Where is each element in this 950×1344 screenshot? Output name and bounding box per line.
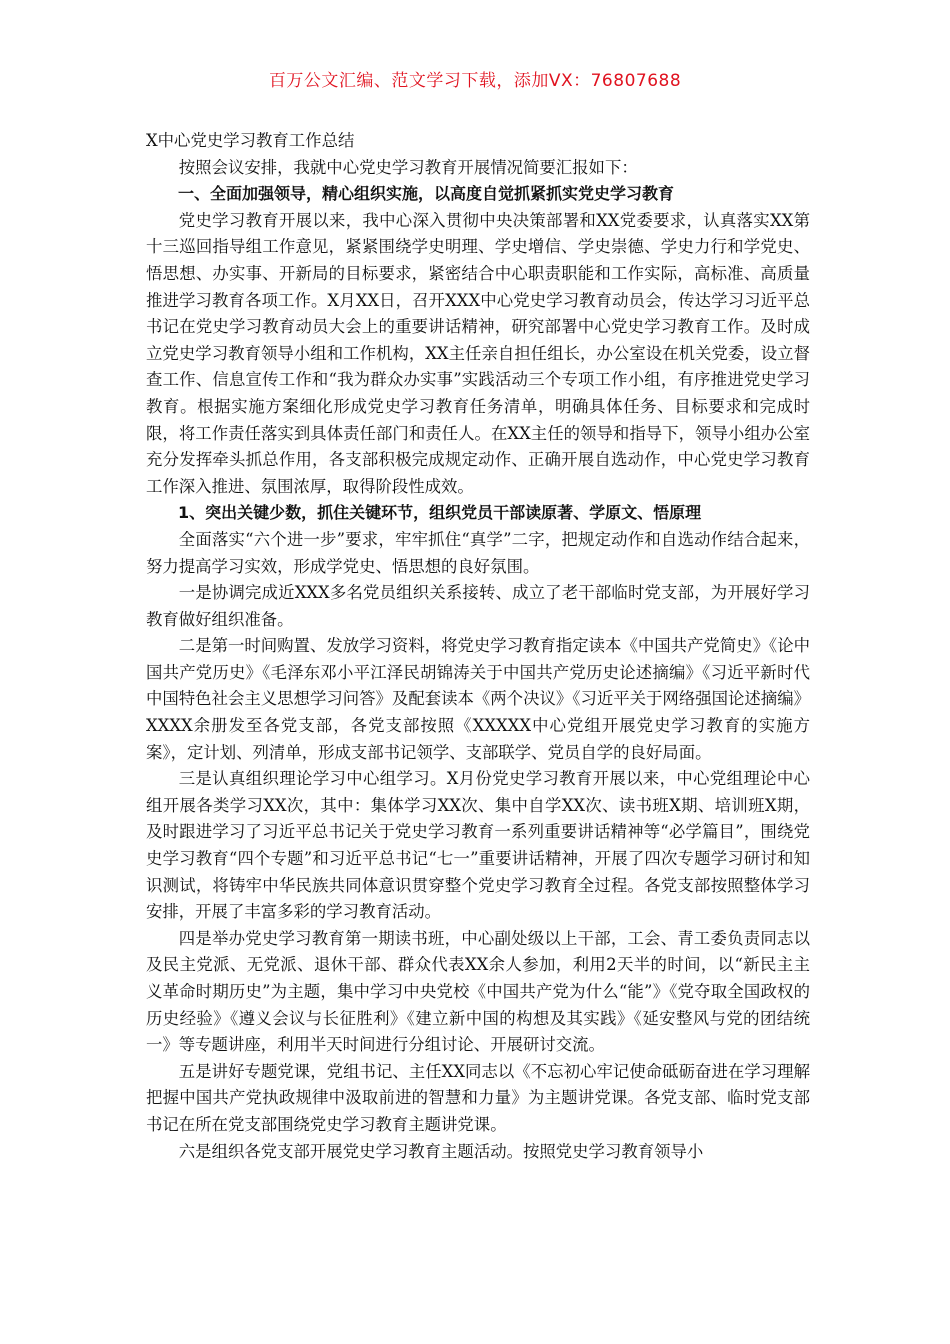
body-paragraph: 全面落实“六个进一步”要求，牢牢抓住“真学”二字，把规定动作和自选动作结合起来，努力提高学习实效，形成学党史、悟思想的良好氛围。 [146,529,810,576]
body-paragraph: 三是认真组织理论学习中心组学习。X月份党史学习教育开展以来，中心党组理论中心组开展各类学习XX次，其中：集体学习XX次、集中自学XX次、读书班X期、培训班X期，及时跟进学习了习近平总书记关于党史学习教育一系列重要讲话精神等“必学篇目”，围绕党史学习教育“四个专题”和习近平总书记“七一”重要讲话精神，开展了四次专题学习研讨和知识测试，将铸牢中华民族共同体意识贯穿整个党史学习教育全过程。各党支部按照整体学习安排，开展了丰富多彩的学习教育活动。 [146,769,810,922]
body-paragraph: 五是讲好专题党课，党组书记、主任XX同志以《不忘初心牢记使命砥砺奋进在学习理解把握中国共产党执政规律中汲取前进的智慧和力量》为主题讲党课。各党支部、临时党支部书记在所在党支部围绕党史学习教育主题讲党课。 [146,1061,810,1134]
intro-paragraph: 按照会议安排，我就中心党史学习教育开展情况简要汇报如下： [178,157,638,177]
body-paragraph: 四是举办党史学习教育第一期读书班，中心副处级以上干部，工会、青工委负责同志以及民主党派、无党派、退休干部、群众代表XX余人参加，利用2天半的时间，以“新民主主义革命时期历史”为主题，集中学习中央党校《中国共产党为什么“能”》《党夺取全国政权的历史经验》《遵义会议与长征胜利》《建立新中国的构想及其实践》《延安整风与党的团结统一》等专题讲座，利用半天时间进行分组讨论、开展研讨交流。 [146,928,810,1055]
body-paragraph: 一是协调完成近XXX多名党员组织关系接转、成立了老干部临时党支部，为开展好学习教育做好组织准备。 [146,583,810,629]
document-title: X中心党史学习教育工作总结 [146,131,355,150]
watermark-banner: 百万公文汇编、范文学习下载，添加VX：76807688 [268,71,682,91]
body-paragraph: 党史学习教育开展以来，我中心深入贯彻中央决策部署和XX党委要求，认真落实XX第十三巡回指导组工作意见，紧紧围绕学史明理、学史增信、学史崇德、学史力行和学党史、悟思想、办实事、开新局的目标要求，紧密结合中心职责职能和工作实际，高标准、高质量推进学习教育各项工作。X月XX日，召开XXX中心党史学习教育动员会，传达学习习近平总书记在党史学习教育动员大会上的重要讲话精神，研究部署中心党史学习教育工作。及时成立党史学习教育领导小组和工作机构，XX主任亲自担任组长，办公室设在机关党委，设立督查工作、信息宣传工作和“我为群众办实事”实践活动三个专项工作小组，有序推进党史学习教育。根据实施方案细化形成党史学习教育任务清单，明确具体任务、目标要求和完成时限，将工作责任落实到具体责任部门和责任人。在XX主任的领导和指导下，领导小组办公室充分发挥牵头抓总作用，各支部积极完成规定动作、正确开展自选动作，中心党史学习教育工作深入推进、氛围浓厚，取得阶段性成效。 [146,210,810,496]
section-heading-1: 一、全面加强领导，精心组织实施，以高度自觉抓紧抓实党史学习教育 [178,184,675,204]
document-body [146,128,810,1165]
body-paragraph: 六是组织各党支部开展党史学习教育主题活动。按照党史学习教育领导小 [178,1141,704,1161]
section-heading-2: 1、突出关键少数，抓住关键环节，组织党员干部读原著、学原文、悟原理 [178,503,702,523]
body-paragraph: 二是第一时间购置、发放学习资料，将党史学习教育指定读本《中国共产党简史》《论中国共产党历史》《毛泽东邓小平江泽民胡锦涛关于中国共产党历史论述摘编》《习近平新时代中国特色社会主义思想学习问答》及配套读本《两个决议》《习近平关于网络强国论述摘编》XXXX余册发至各党支部，各党支部按照《XXXXX中心党组开展党史学习教育的实施方案》，定计划、列清单，形成支部书记领学、支部联学、党员自学的良好局面。 [146,636,810,762]
